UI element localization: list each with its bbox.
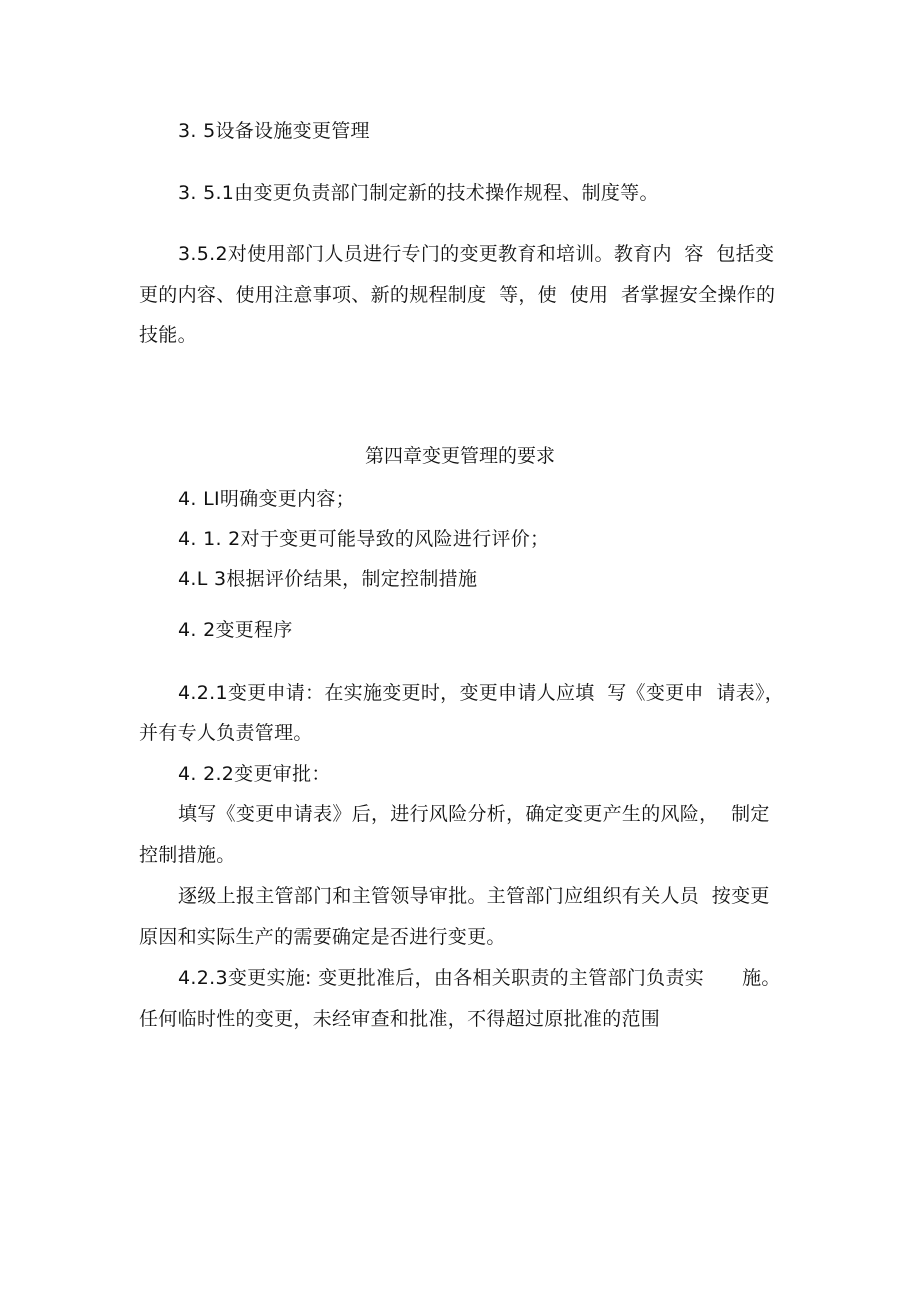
approval-paragraph-1-line-2: 控制措施。 [139,844,236,866]
paragraph-4-1-2: 4. 1. 2对于变更可能导致的风险进行评价； [178,528,550,550]
approval-paragraph-2-line-2: 原因和实际生产的需要确定是否进行变更。 [139,926,506,948]
paragraph-3-5-2-line-2: 更的内容、使用注意事项、新的规程制度 等，使 使用 者掌握安全操作的 [139,284,776,306]
paragraph-4-1-1: 4. LI明确变更内容； [178,488,355,510]
chapter-4-title: 第四章变更管理的要求 [364,445,555,467]
paragraph-4-2-1-line-2: 并有专人负责管理。 [139,722,313,744]
paragraph-4-2: 4. 2变更程序 [178,619,293,641]
approval-paragraph-2-line-1: 逐级上报主管部门和主管领导审批。主管部门应组织有关人员 按变更 [178,885,770,907]
paragraph-3-5-2-line-1: 3.5.2对使用部门人员进行专门的变更教育和培训。教育内 容 包括变 [178,243,775,265]
approval-paragraph-1-line-1: 填写《变更申请表》后，进行风险分析，确定变更产生的风险， 制定 [178,803,770,825]
paragraph-4-2-3-line-1: 4.2.3变更实施: 变更批准后，由各相关职责的主管部门负责实 施。 [178,967,781,989]
paragraph-3-5-1: 3. 5.1由变更负责部门制定新的技术操作规程、制度等。 [178,182,659,204]
paragraph-4-2-2: 4. 2.2变更审批： [178,763,331,785]
paragraph-3-5-2-line-3: 技能。 [139,324,197,346]
paragraph-4-2-3-line-2: 任何临时性的变更，未经审查和批准，不得超过原批准的范围 [139,1008,661,1030]
paragraph-4-1-3: 4.L 3根据评价结果，制定控制措施 [178,568,478,590]
paragraph-4-2-1-line-1: 4.2.1变更申请：在实施变更时，变更申请人应填 写《变更申 请表》， [178,682,785,704]
section-title-3-5: 3. 5设备设施变更管理 [178,120,370,142]
